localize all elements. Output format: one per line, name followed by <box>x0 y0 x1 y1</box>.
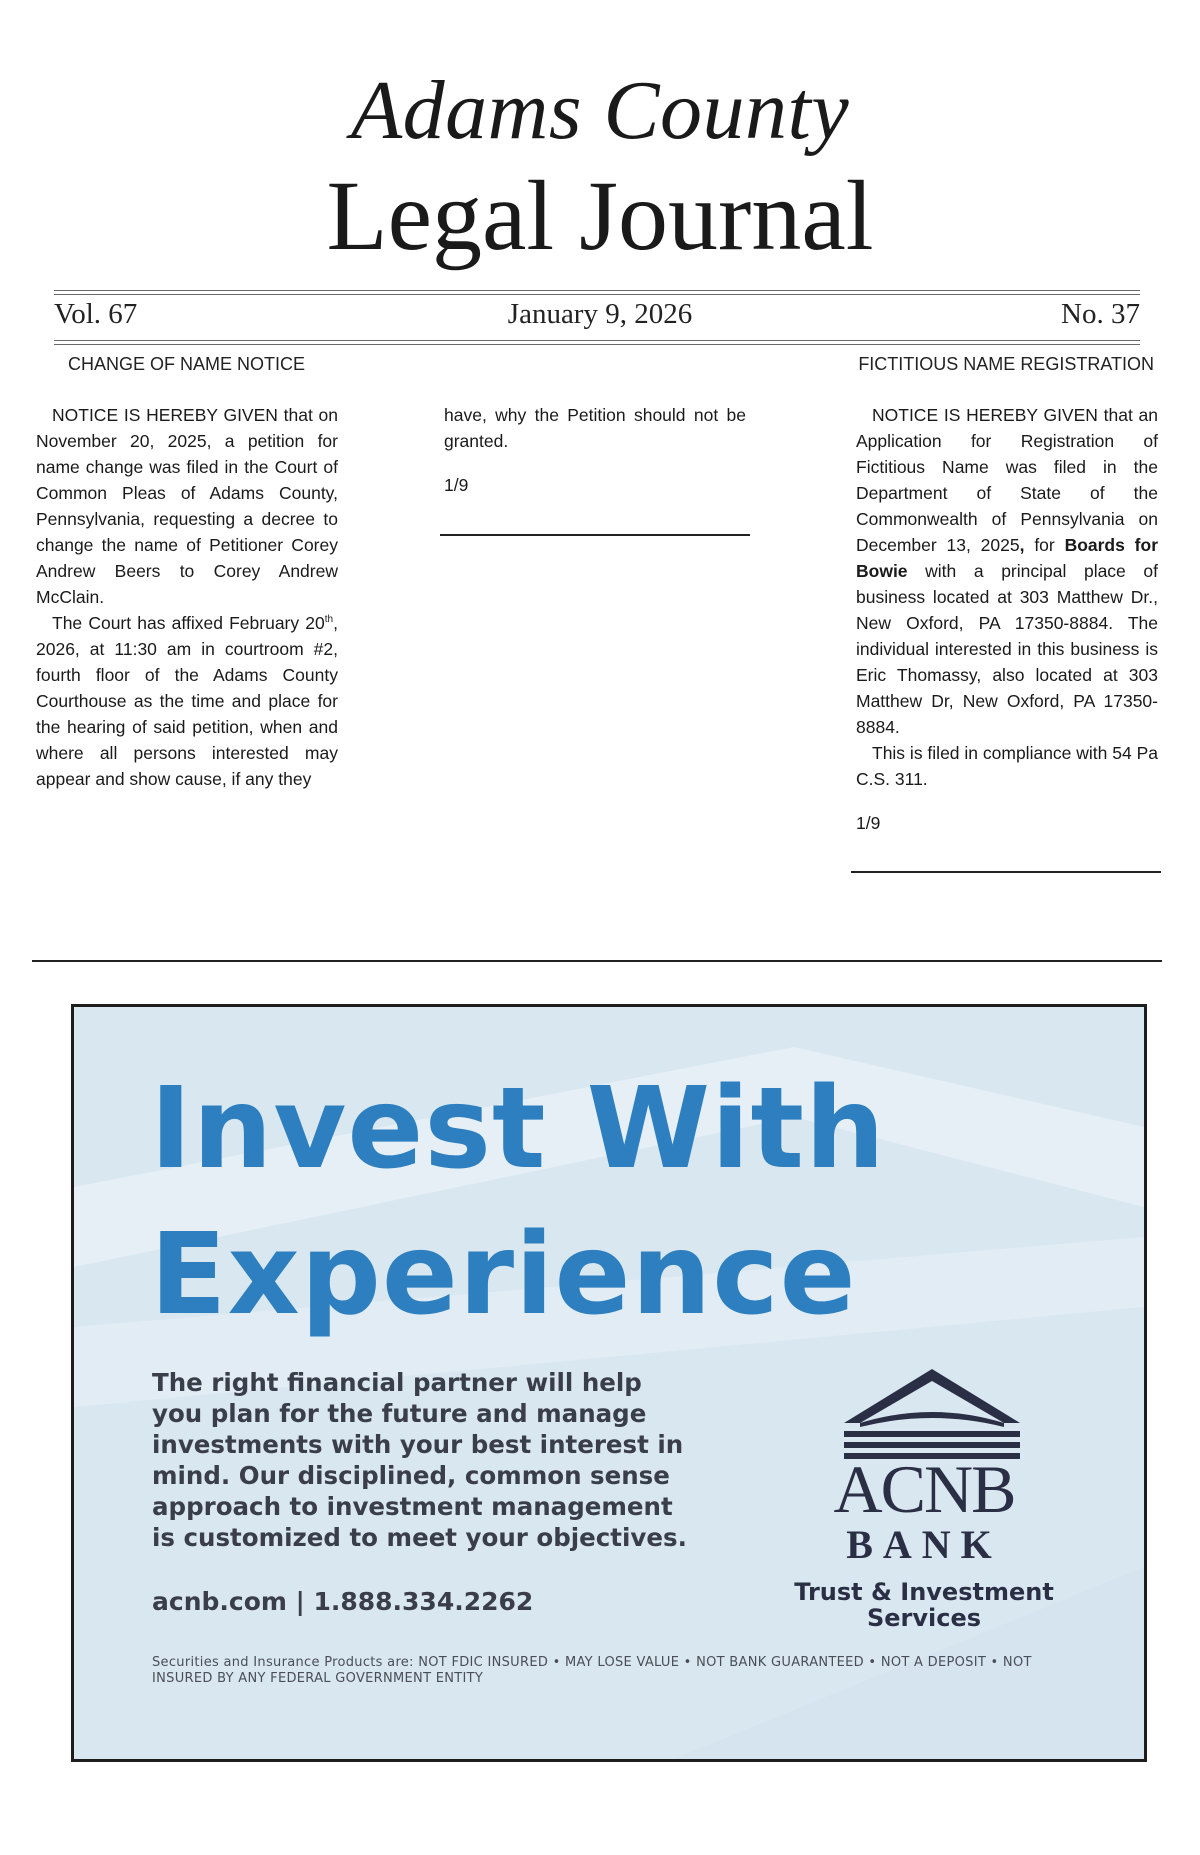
masthead-rule-top-2 <box>54 294 1140 295</box>
ordinal-suffix: th <box>324 614 334 626</box>
fictitious-name-heading: FICTITIOUS NAME REGISTRATION <box>858 354 1154 374</box>
application-text: NOTICE IS HEREBY GIVEN that an Application for Registration of Fictitious Name was filed in the Department of State of the Commonwealth of Pennsylvania on December 13, 2025 <box>856 405 1158 555</box>
fictitious-name-end-rule <box>851 871 1161 873</box>
masthead-county: Adams County <box>350 64 850 157</box>
masthead-rule-bottom-1 <box>54 340 1140 341</box>
ad-disclaimer: Securities and Insurance Products are: NOT FDIC INSURED • MAY LOSE VALUE • NOT BANK GUARANTEED • NOT A DEPOSIT • NOT INSURED BY ANY FEDERAL GOVERNMENT ENTITY <box>152 1655 1032 1686</box>
fictitious-name-paragraph-1 <box>856 402 1158 740</box>
hearing-details-text: , 2026, at 11:30 am in courtroom #2, fourth floor of the Adams County Courthouse as the time and place for the hearing of said petition, when and where all persons interested may appear and show cause, if any they <box>36 613 338 789</box>
section-divider <box>32 960 1162 962</box>
bank-tagline-line-2: Services <box>866 1604 982 1632</box>
issue-number: No. 37 <box>1061 298 1140 330</box>
issue-volume: Vol. 67 <box>54 298 138 330</box>
ad-body-line: investments with your best interest in <box>152 1430 684 1459</box>
change-of-name-date-code: 1/9 <box>444 475 469 495</box>
bank-name: ACNB <box>833 1451 1015 1527</box>
change-of-name-end-rule <box>440 534 750 536</box>
ad-body-line: The right financial partner will help <box>152 1368 642 1397</box>
ad-contact-line: acnb.com | 1.888.334.2262 <box>152 1587 534 1616</box>
change-of-name-paragraph-1: NOTICE IS HEREBY GIVEN that on November 20, 2025, a petition for name change was filed in the Court of Common Pleas of Adams County, Pennsylvania, requesting a decree to change the name of Petitioner Corey Andrew Beers to Corey Andrew McClain. <box>36 405 338 607</box>
fictitious-name-column <box>856 402 1158 836</box>
change-of-name-heading: CHANGE OF NAME NOTICE <box>68 354 306 374</box>
masthead-rule-top-1 <box>54 290 1140 291</box>
change-of-name-continued: have, why the Petition should not be granted. <box>444 405 746 451</box>
issue-date: January 9, 2026 <box>507 298 693 330</box>
ad-body-text <box>152 1367 712 1553</box>
business-name: Boards for Bowie <box>856 535 1158 581</box>
application-for-text: for <box>1024 535 1065 555</box>
ad-body-line: is customized to meet your objectives. <box>152 1523 687 1552</box>
application-comma: , <box>1019 535 1025 555</box>
change-of-name-continued-column <box>444 402 746 498</box>
change-of-name-column <box>36 402 338 792</box>
bank-tagline-line-1: Trust & Investment <box>794 1578 1054 1606</box>
masthead-title: Legal Journal <box>326 160 874 271</box>
bank-subtitle: BANK <box>846 1522 1002 1567</box>
ad-body-line: approach to investment management <box>152 1492 673 1521</box>
business-address-text: with a principal place of business located at 303 Matthew Dr., New Oxford, PA 17350-8884. The individual interested in this business is Eric Thomassy, also located at 303 Matthew Dr, New Oxford, PA 17350-8884. <box>856 561 1158 737</box>
acnb-advertisement <box>71 1004 1147 1762</box>
hearing-date-text: The Court has affixed February 20 <box>52 613 325 633</box>
masthead-rule-bottom-2 <box>54 344 1140 345</box>
bank-tagline <box>754 1579 1094 1631</box>
ad-body-line: mind. Our disciplined, common sense <box>152 1461 670 1490</box>
fictitious-name-date-code: 1/9 <box>856 813 881 833</box>
ad-body-line: you plan for the future and manage <box>152 1399 647 1428</box>
change-of-name-paragraph-2 <box>36 610 338 792</box>
fictitious-name-paragraph-2: This is filed in compliance with 54 Pa C.S. 311. <box>856 743 1158 789</box>
acnb-roof-logo-icon <box>832 1361 1032 1461</box>
ad-headline-line-1: Invest With <box>150 1064 886 1194</box>
ad-headline-line-2: Experience <box>150 1210 857 1340</box>
